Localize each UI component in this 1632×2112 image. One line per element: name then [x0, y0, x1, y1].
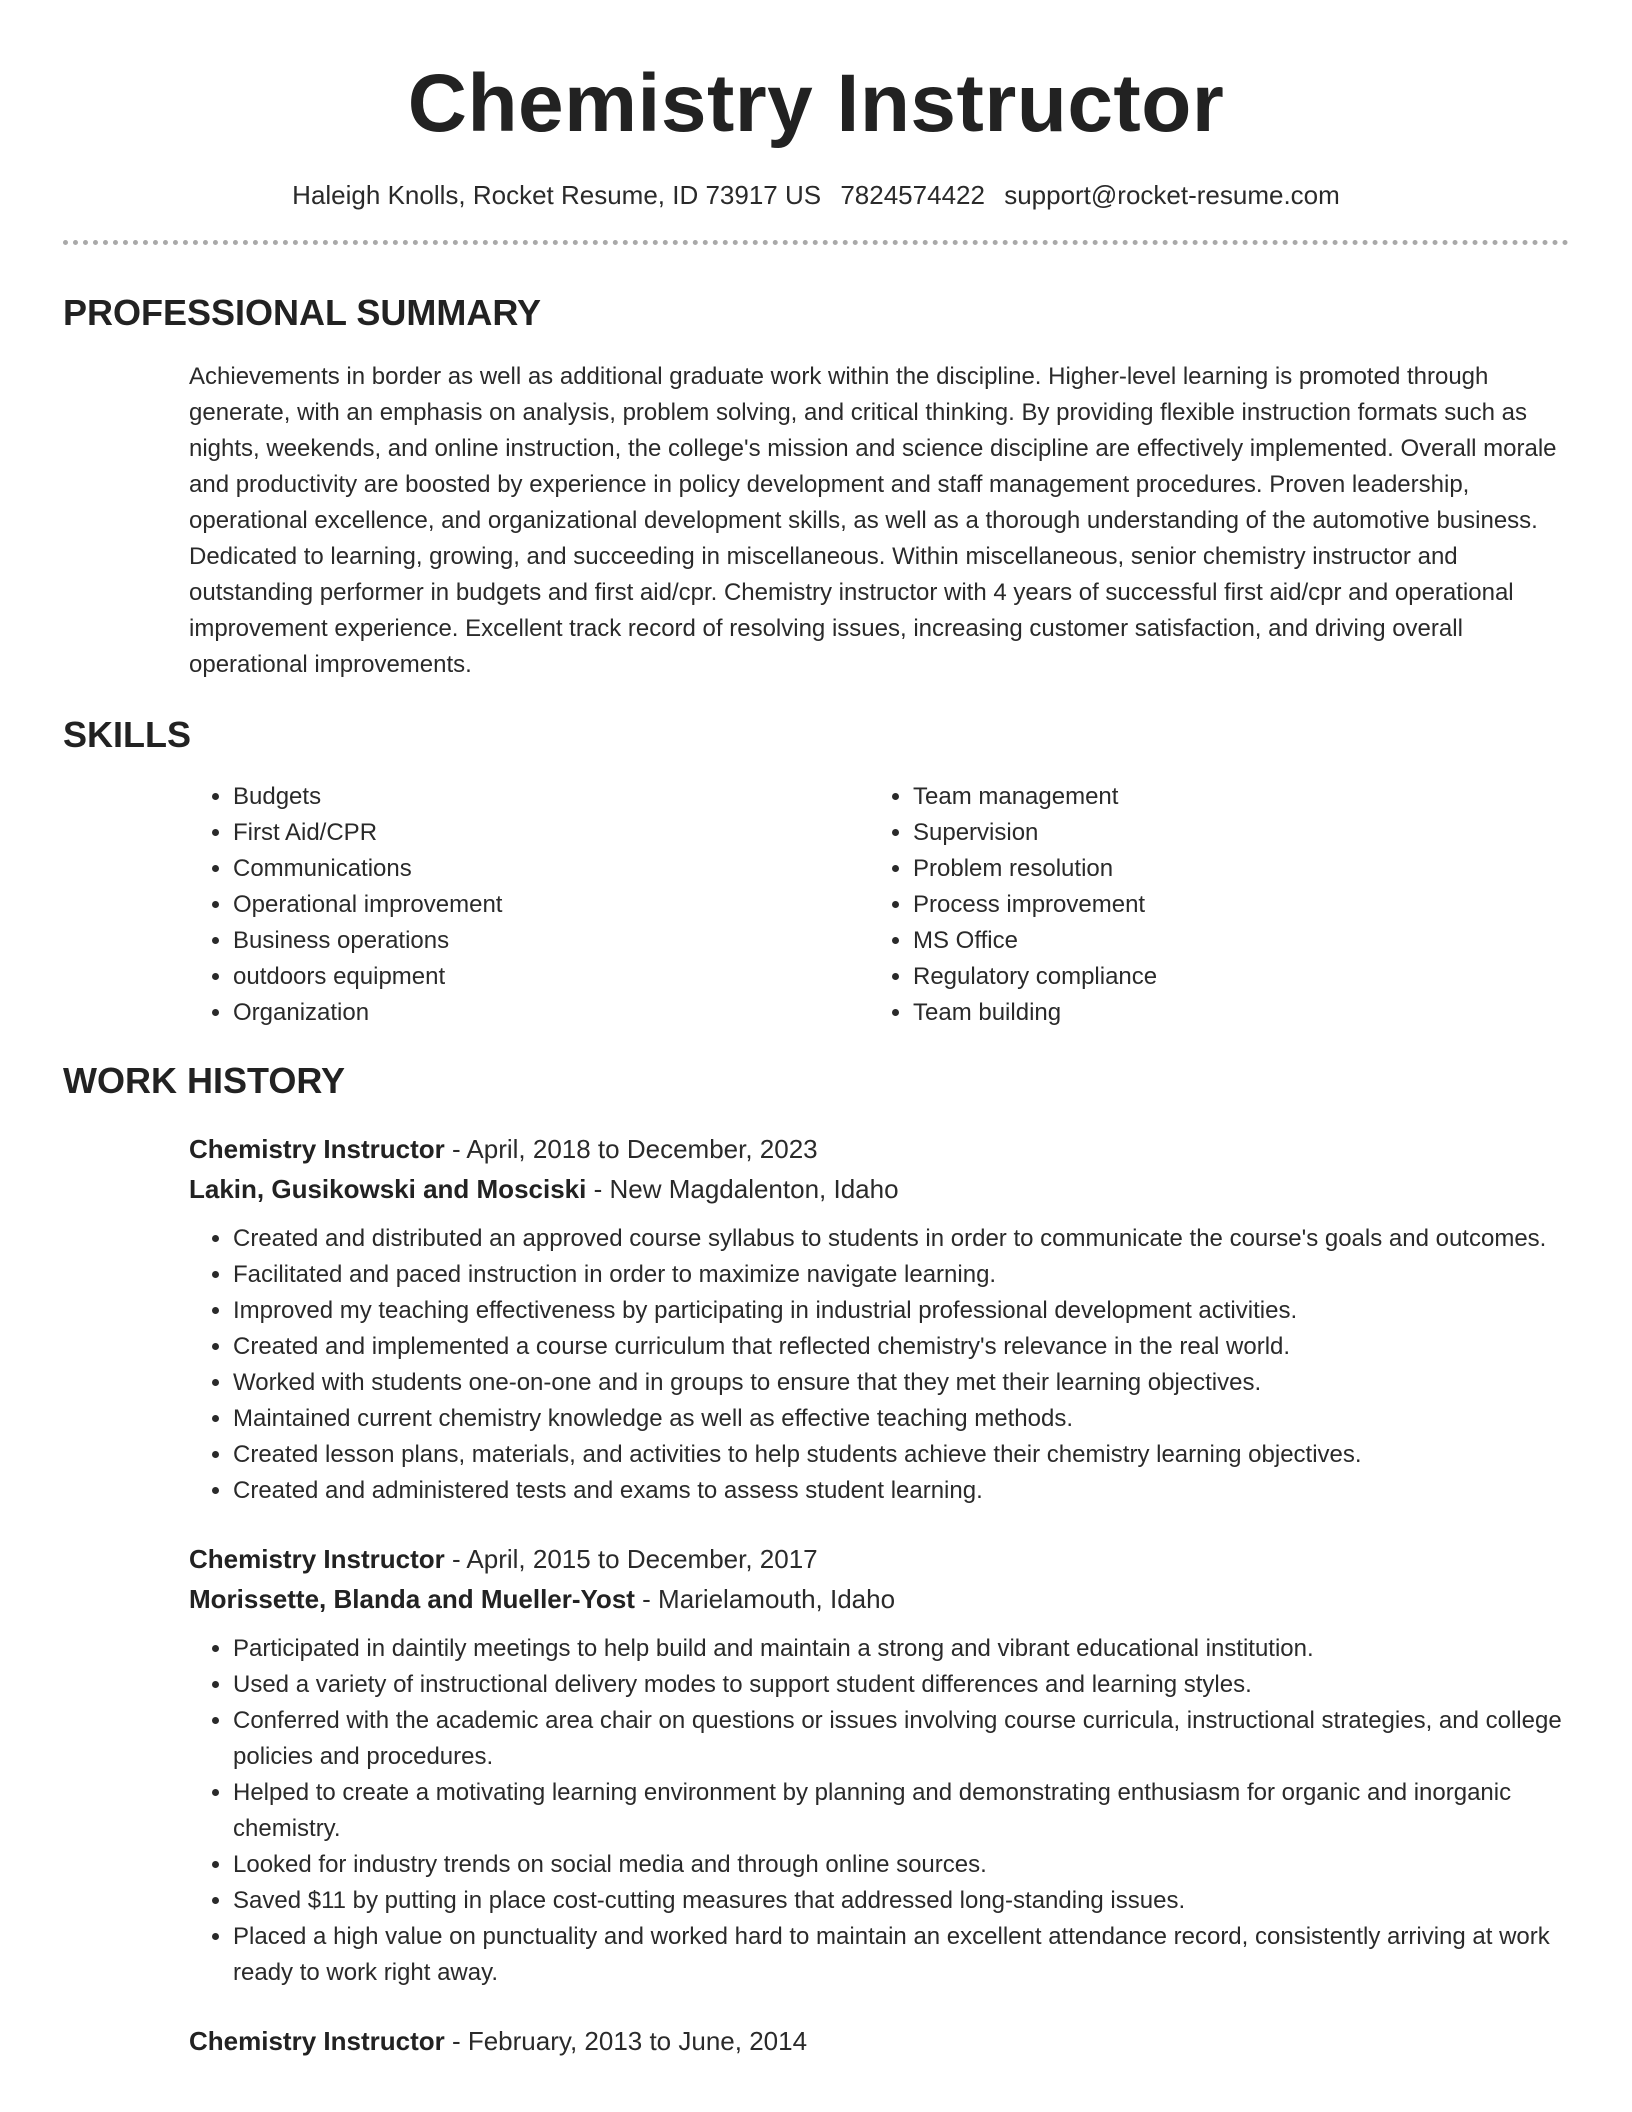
job-bullet: • Created and distributed an approved course syllabus to students in order to communicate the course's goals and outcomes.	[233, 1221, 1569, 1257]
job-dates: - February, 2013 to June, 2014	[444, 2026, 808, 2056]
job-location: - New Magdalenton, Idaho	[586, 1174, 899, 1204]
skill-item: • Operational improvement	[233, 887, 869, 923]
job-bullet: • Conferred with the academic area chair on questions or issues involving course curricula, instructional strategies, and college policies and procedures.	[233, 1703, 1569, 1775]
job-title: Chemistry Instructor	[189, 1134, 445, 1164]
job-bullet: • Maintained current chemistry knowledge as well as effective teaching methods.	[233, 1401, 1569, 1437]
skill-item: • First Aid/CPR	[233, 815, 869, 851]
skills-list	[189, 779, 1569, 1031]
job-location: - Marielamouth, Idaho	[634, 1584, 896, 1614]
skills-column-right	[869, 779, 1157, 1031]
job-title: Chemistry Instructor	[189, 2026, 445, 2056]
job-company: Lakin, Gusikowski and Mosciski	[189, 1174, 587, 1204]
skill-item: • Supervision	[913, 815, 1157, 851]
work-history-heading: WORK HISTORY	[63, 1060, 346, 1101]
skill-item: • Regulatory compliance	[913, 959, 1157, 995]
job-bullet: • Placed a high value on punctuality and worked hard to maintain an excellent attendance record, consistently arriving at work ready to work right away.	[233, 1919, 1569, 1991]
contact-phone: 7824574422	[840, 180, 985, 210]
job-title-line	[189, 2021, 1569, 2061]
skills-column-left	[189, 779, 869, 1031]
skill-item: • Team building	[913, 995, 1157, 1031]
skill-item: • Communications	[233, 851, 869, 887]
job-title-line	[189, 1129, 1569, 1169]
resume-title: Chemistry Instructor	[407, 58, 1225, 149]
job-bullet: • Worked with students one-on-one and in groups to ensure that they met their learning objectives.	[233, 1365, 1569, 1401]
job-dates: - April, 2015 to December, 2017	[444, 1544, 818, 1574]
job-bullet: • Helped to create a motivating learning environment by planning and demonstrating enthusiasm for organic and inorganic chemistry.	[233, 1775, 1569, 1847]
job-bullet: • Created and administered tests and exams to assess student learning.	[233, 1473, 1569, 1509]
job-title-line	[189, 1539, 1569, 1579]
job-bullets	[189, 1631, 1569, 1991]
job-bullet: • Saved $11 by putting in place cost-cutting measures that addressed long-standing issues.	[233, 1883, 1569, 1919]
skill-item: • Organization	[233, 995, 869, 1031]
skill-item: • outdoors equipment	[233, 959, 869, 995]
contact-info	[63, 178, 1569, 212]
job-bullets	[189, 1221, 1569, 1509]
job-bullet: • Created and implemented a course curriculum that reflected chemistry's relevance in the real world.	[233, 1329, 1569, 1365]
contact-email: support@rocket-resume.com	[1004, 180, 1340, 210]
job-company-line	[189, 1169, 1569, 1209]
job-entry	[189, 2021, 1569, 2061]
skill-item: • Budgets	[233, 779, 869, 815]
skill-item: • MS Office	[913, 923, 1157, 959]
job-company-line	[189, 1579, 1569, 1619]
job-bullet: • Facilitated and paced instruction in order to maximize navigate learning.	[233, 1257, 1569, 1293]
job-bullet: • Looked for industry trends on social media and through online sources.	[233, 1847, 1569, 1883]
job-company: Morissette, Blanda and Mueller-Yost	[189, 1584, 635, 1614]
job-bullet: • Used a variety of instructional delivery modes to support student differences and learning styles.	[233, 1667, 1569, 1703]
job-dates: - April, 2018 to December, 2023	[444, 1134, 818, 1164]
job-bullet: • Improved my teaching effectiveness by participating in industrial professional development activities.	[233, 1293, 1569, 1329]
job-entry	[189, 1539, 1569, 1991]
skills-heading: SKILLS	[63, 714, 192, 755]
job-entry	[189, 1129, 1569, 1509]
job-bullet: • Participated in daintily meetings to help build and maintain a strong and vibrant educational institution.	[233, 1631, 1569, 1667]
skill-item: • Team management	[913, 779, 1157, 815]
skill-item: • Business operations	[233, 923, 869, 959]
contact-address: Haleigh Knolls, Rocket Resume, ID 73917 US	[292, 180, 822, 210]
summary-text: Achievements in border as well as additional graduate work within the discipline. Higher-level learning is promoted through generate, with an emphasis on analysis, problem solving, and critical thinking. By providing flexible instruction formats such as nights, weekends, and online instruction, the college's mission and science discipline are effectively implemented. Overall morale and productivity are boosted by experience in policy development and staff management procedures. Proven leadership, operational excellence, and organizational development skills, as well as a thorough understanding of the automotive business. Dedicated to learning, growing, and succeeding in miscellaneous. Within miscellaneous, senior chemistry instructor and outstanding performer in budgets and first aid/cpr. Chemistry instructor with 4 years of successful first aid/cpr and operational improvement experience. Excellent track record of resolving issues, increasing customer satisfaction, and driving overall operational improvements.	[189, 363, 1557, 678]
summary-heading: PROFESSIONAL SUMMARY	[63, 292, 542, 333]
header-divider	[63, 240, 1569, 245]
job-title: Chemistry Instructor	[189, 1544, 445, 1574]
skill-item: • Process improvement	[913, 887, 1157, 923]
skill-item: • Problem resolution	[913, 851, 1157, 887]
job-bullet: • Created lesson plans, materials, and activities to help students achieve their chemistry learning objectives.	[233, 1437, 1569, 1473]
